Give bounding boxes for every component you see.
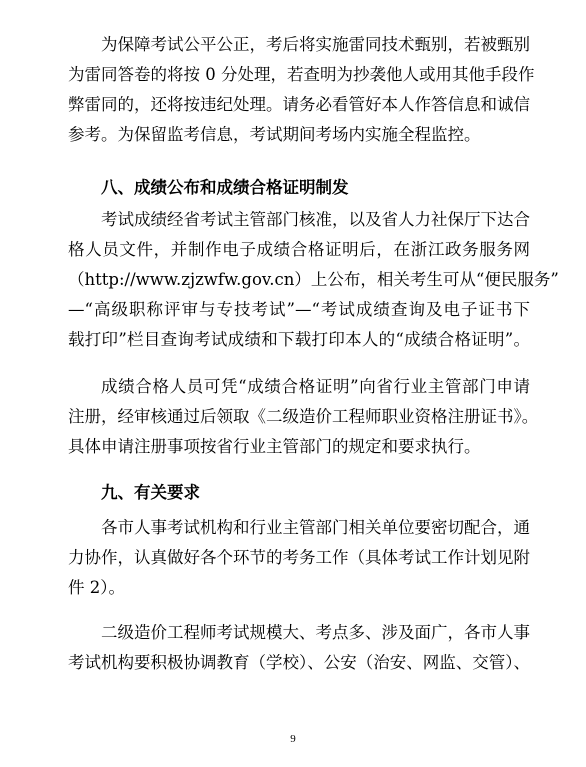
text-line: 成绩合格人员可凭“成绩合格证明”向省行业主管部门申请: [101, 377, 530, 396]
text-line: 参考。为保留监考信息，考试期间考场内实施全程监控。: [68, 125, 481, 144]
text-line: 载打印”栏目查询考试成绩和下载打印本人的“成绩合格证明”。: [68, 330, 530, 349]
text-line: 二级造价工程师考试规模大、考点多、涉及面广，各市人事: [101, 623, 530, 642]
text-line: 弊雷同的，还将按违纪处理。请务必看管好本人作答信息和诚信: [68, 95, 530, 114]
text-line: （http://www.zjzwfw.gov.cn）上公布，相关考生可从“便民服务”: [68, 270, 559, 289]
text-line: 各市人事考试机构和行业主管部门相关单位要密切配合，通: [101, 518, 530, 537]
page-number: 9: [290, 733, 296, 745]
paragraph-coordination: [68, 618, 530, 678]
text-line: 考试机构要积极协调教育（学校）、公安（治安、网监、交管）、: [68, 653, 530, 672]
section-heading-9: 九、有关要求: [101, 483, 200, 502]
paragraph-registration: [68, 372, 539, 462]
text-line: 为保障考试公平公正，考后将实施雷同技术甄别，若被甄别: [101, 35, 530, 54]
text-line: 考试成绩经省考试主管部门核准，以及省人力社保厅下达合: [101, 210, 530, 229]
paragraph-exam-fairness: [68, 30, 535, 150]
text-line: 注册，经审核通过后领取《二级造价工程师职业资格注册证书》。: [68, 407, 539, 426]
section-heading-8: 八、成绩公布和成绩合格证明制发: [101, 178, 349, 197]
paragraph-score-publication: [68, 205, 559, 355]
text-line: —“高级职称评审与专技考试”—“考试成绩查询及电子证书下: [68, 300, 530, 319]
text-line: 件 2）。: [68, 578, 125, 597]
text-line: 力协作，认真做好各个环节的考务工作（具体考试工作计划见附: [68, 548, 530, 567]
text-line: 为雷同答卷的将按 0 分处理，若查明为抄袭他人或用其他手段作: [68, 65, 535, 84]
paragraph-requirements: [68, 513, 530, 603]
text-line: 具体申请注册事项按省行业主管部门的规定和要求执行。: [68, 437, 481, 456]
text-line: 格人员文件，并制作电子成绩合格证明后，在浙江政务服务网: [68, 240, 530, 259]
